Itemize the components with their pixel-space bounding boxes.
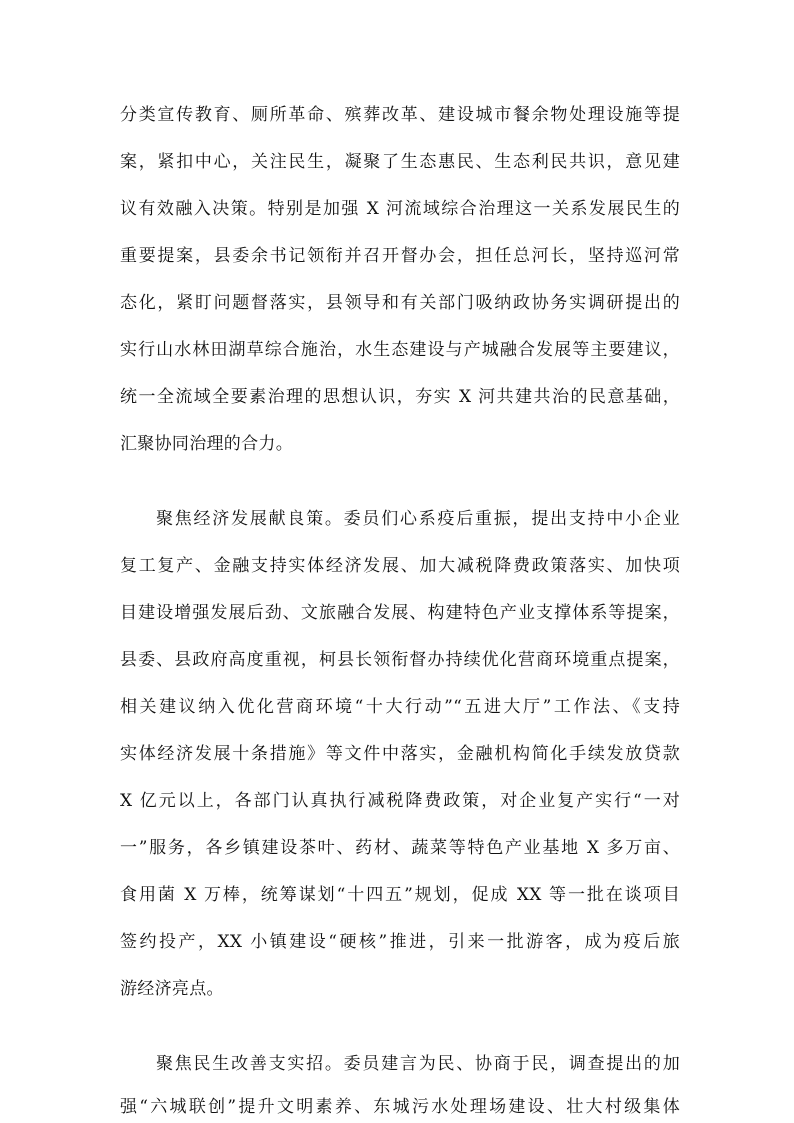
text-line: 态化，紧盯问题督落实，县领导和有关部门吸纳政协务实调研提出的 xyxy=(120,293,680,313)
text-line: 分类宣传教育、厕所革命、殡葬改革、建设城市餐余物处理设施等提 xyxy=(120,105,680,125)
text-line: 强“六城联创”提升文明素养、东城污水处理场建设、壮大村级集体 xyxy=(120,1097,680,1117)
text-line: 统一全流域全要素治理的思想认识，夯实 X 河共建共治的民意基础， xyxy=(120,387,680,407)
text-line: 一”服务，各乡镇建设茶叶、药材、蔬菜等特色产业基地 X 多万亩、 xyxy=(120,838,680,858)
text-line: 复工复产、金融支持实体经济发展、加大减税降费政策落实、加快项 xyxy=(120,556,680,576)
text-line: 议有效融入决策。特别是加强 X 河流域综合治理这一关系发展民生的 xyxy=(120,199,680,219)
text-line: 游经济亮点。 xyxy=(120,979,224,999)
text-line: 汇聚协同治理的合力。 xyxy=(120,434,293,454)
text-line: X 亿元以上，各部门认真执行减税降费政策，对企业复产实行“一对 xyxy=(120,791,680,811)
text-line: 聚焦经济发展献良策。委员们心系疫后重振，提出支持中小企业 xyxy=(156,509,680,529)
text-line: 相关建议纳入优化营商环境“十大行动”“五进大厅”工作法、《支持 xyxy=(120,697,680,717)
text-line: 实体经济发展十条措施》等文件中落实，金融机构简化手续发放贷款 xyxy=(120,744,680,764)
text-line: 案，紧扣中心，关注民生，凝聚了生态惠民、生态利民共识，意见建 xyxy=(120,152,680,172)
text-line: 县委、县政府高度重视，柯县长领衔督办持续优化营商环境重点提案， xyxy=(120,650,680,670)
text-line: 实行山水林田湖草综合施治，水生态建设与产城融合发展等主要建议， xyxy=(120,340,680,360)
text-line: 聚焦民生改善支实招。委员建言为民、协商于民，调查提出的加 xyxy=(156,1054,680,1074)
text-line: 签约投产，XX 小镇建设“硬核”推进，引来一批游客，成为疫后旅 xyxy=(120,932,680,952)
text-line: 目建设增强发展后劲、文旅融合发展、构建特色产业支撑体系等提案， xyxy=(120,603,680,623)
text-line: 重要提案，县委余书记领衔并召开督办会，担任总河长，坚持巡河常 xyxy=(120,246,680,266)
text-line: 食用菌 X 万棒，统筹谋划“十四五”规划，促成 XX 等一批在谈项目 xyxy=(120,885,680,905)
